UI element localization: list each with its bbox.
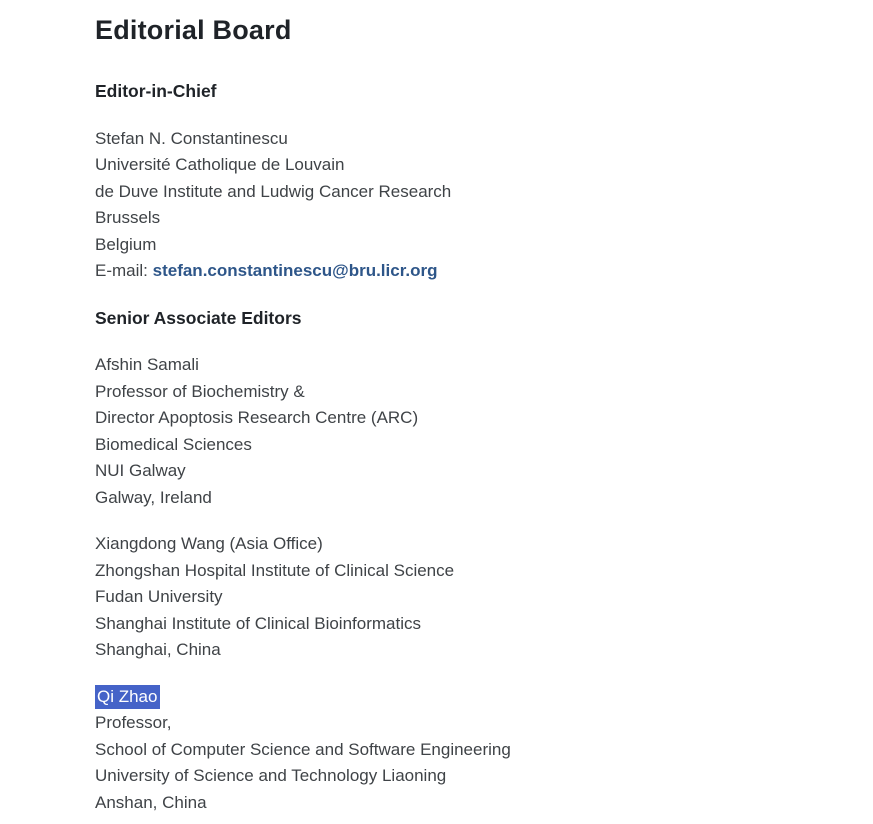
- member-university: University of Science and Technology Liaoning: [95, 766, 447, 785]
- member-school: School of Computer Science and Software Engineering: [95, 739, 511, 759]
- member-location: Galway, Ireland: [95, 487, 212, 507]
- member-country: Belgium: [95, 234, 157, 254]
- member-department: Shanghai Institute of Clinical Bioinformatics: [95, 613, 421, 633]
- member-affiliation: Université Catholique de Louvain: [95, 155, 345, 174]
- member-title: Professor of Biochemistry &: [95, 381, 305, 401]
- member-name: Stefan N. Constantinescu: [95, 128, 288, 148]
- selected-member-name: Qi Zhao: [95, 685, 160, 709]
- member-university: Fudan University: [95, 587, 223, 606]
- member-name: Afshin Samali: [95, 355, 199, 374]
- member-university: NUI Galway: [95, 461, 186, 480]
- member-location: Anshan, China: [95, 792, 207, 812]
- member-institute: de Duve Institute and Ludwig Cancer Research: [95, 181, 452, 201]
- email-line: [95, 258, 833, 285]
- email-link[interactable]: stefan.constantinescu@bru.licr.org: [152, 261, 438, 280]
- member-role: Director Apoptosis Research Centre (ARC): [95, 408, 419, 427]
- member-department: Biomedical Sciences: [95, 434, 252, 454]
- member-institute: Zhongshan Hospital Institute of Clinical Science: [95, 560, 455, 580]
- member-stefan-constantinescu: [95, 126, 833, 285]
- member-title: Professor,: [95, 713, 172, 732]
- member-qi-zhao: [95, 684, 833, 817]
- section-heading-senior-associate-editors: Senior Associate Editors: [95, 307, 302, 328]
- page-title: Editorial Board: [95, 15, 292, 45]
- member-xiangdong-wang: [95, 531, 833, 664]
- member-afshin-samali: [95, 352, 833, 511]
- editorial-board-page: [95, 12, 833, 816]
- member-location: Shanghai, China: [95, 640, 221, 659]
- email-label: E-mail:: [95, 261, 153, 280]
- member-city: Brussels: [95, 208, 161, 227]
- member-name: Xiangdong Wang (Asia Office): [95, 534, 323, 553]
- section-heading-editor-in-chief: Editor-in-Chief: [95, 81, 217, 101]
- member-name-line: [95, 684, 833, 711]
